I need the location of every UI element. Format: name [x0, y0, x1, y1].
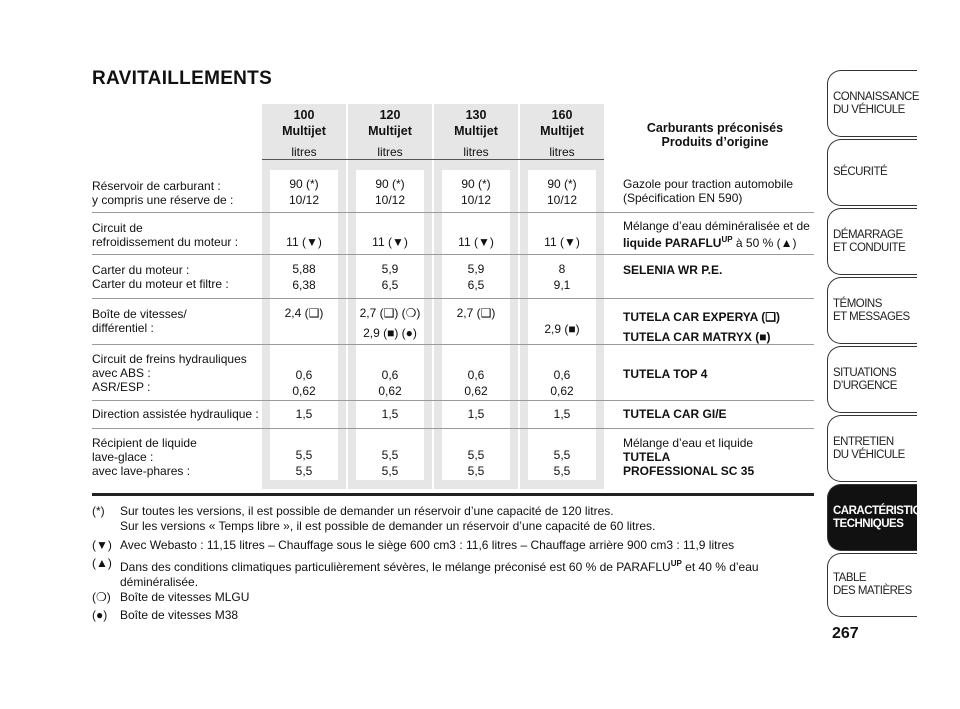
fuel-cooling: Mélange d’eau déminéralisée et de liquide $PARAFLU^{UP}$ à 50 % (▲)	[623, 219, 810, 250]
page-title: RAVITAILLEMENTS	[92, 68, 273, 89]
cell-brakes-120: 0,6 0,62	[378, 368, 402, 398]
row-label-fuel-tank: Réservoir de carburant : y compris une réserve de :	[92, 179, 234, 207]
row-divider	[92, 254, 814, 255]
column-unit-120: litres	[377, 145, 403, 159]
row-divider	[92, 400, 814, 401]
nav-tab-situations[interactable]: SITUATIONS D’URGENCE	[827, 346, 917, 413]
nav-tab-connaissance[interactable]: CONNAISSANCE DU VÉHICULE	[827, 70, 917, 137]
nav-tab-temoins[interactable]: TÉMOINS ET MESSAGES	[827, 277, 917, 344]
note-filled-circle: Boîte de vitesses M38	[120, 608, 239, 622]
cell-brakes-160: 0,6 0,62	[550, 368, 574, 398]
row-label-engine-oil: Carter du moteur : Carter du moteur et filtre :	[92, 263, 229, 291]
cell-engine-oil-120: 5,9 6,5	[381, 262, 399, 292]
cells-panel-100	[270, 170, 338, 480]
cell-washer-100: 5,5 5,5	[295, 448, 313, 478]
column-unit-130: litres	[463, 145, 489, 159]
cell-washer-120: 5,5 5,5	[381, 448, 399, 478]
note-mark-star: (*)	[92, 504, 105, 518]
cell-steering-160: 1,5	[553, 407, 571, 421]
nav-tab-caracteristiques[interactable]: CARACTÉRISTIQUES TECHNIQUES	[827, 484, 917, 551]
cell-cooling-100: 11 (▼)	[286, 235, 322, 249]
cell-gearbox-160: 2,9 (■)	[544, 322, 580, 336]
row-label-washer: Récipient de liquide lave-glace : avec lave-phares :	[92, 436, 197, 478]
cell-fuel-tank-100: 90 (*) 10/12	[288, 177, 320, 207]
row-label-brakes: Circuit de freins hydrauliques avec ABS : ASR/ESP :	[92, 352, 247, 394]
column-header-120: 120 Multijet	[368, 108, 412, 138]
column-header-160: 160 Multijet	[540, 108, 584, 138]
note-up-triangle: Dans des conditions climatiques particulièrement sévères, le mélange préconisé est 60 % de $PARAFLU^{UP}$ et 40 % d’eau déminéralisée.	[120, 559, 759, 589]
nav-tab-securite[interactable]: SÉCURITÉ	[827, 139, 917, 206]
row-divider	[92, 212, 814, 213]
cell-washer-130: 5,5 5,5	[467, 448, 485, 478]
cell-steering-130: 1,5	[467, 407, 485, 421]
nav-tab-entretien[interactable]: ENTRETIEN DU VÉHICULE	[827, 415, 917, 482]
cell-cooling-130: 11 (▼)	[458, 235, 494, 249]
fuel-engine-oil: SELENIA WR P.E.	[623, 263, 723, 277]
row-label-cooling: Circuit de refroidissement du moteur :	[92, 221, 239, 249]
row-divider	[92, 298, 814, 299]
note-mark-down-triangle: (▼)	[92, 538, 112, 552]
cell-fuel-tank-130: 90 (*) 10/12	[460, 177, 492, 207]
fuel-header: Carburants préconisés Produits d’origine	[646, 121, 784, 149]
fuel-brakes: TUTELA TOP 4	[623, 367, 708, 381]
cell-gearbox-120: 2,7 (❑) (❍) 2,9 (■) (●)	[359, 306, 421, 340]
nav-tab-demarrage[interactable]: DÉMARRAGE ET CONDUITE	[827, 208, 917, 275]
note-mark-open-circle: (❍)	[92, 590, 111, 604]
cell-engine-oil-160: 8 9,1	[553, 262, 571, 292]
note-mark-up-triangle: (▲)	[92, 556, 112, 570]
page-number: 267	[832, 625, 859, 642]
table-bottom-rule	[92, 493, 814, 496]
cell-cooling-120: 11 (▼)	[372, 235, 408, 249]
column-header-100: 100 Multijet	[282, 108, 326, 138]
column-unit-160: litres	[549, 145, 575, 159]
cell-gearbox-100: 2,4 (❑)	[284, 306, 324, 320]
column-unit-100: litres	[291, 145, 317, 159]
cell-brakes-130: 0,6 0,62	[464, 368, 488, 398]
note-star: Sur toutes les versions, il est possible de demander un réservoir d’une capacité de 120 litres. Sur les versions « Temps libre », il est possible de demander un réservoir d’une capacité de 60 litres.	[120, 504, 656, 533]
cell-gearbox-130: 2,7 (❑)	[456, 306, 496, 320]
note-open-circle: Boîte de vitesses MLGU	[120, 590, 250, 604]
row-label-steering: Direction assistée hydraulique :	[92, 407, 259, 421]
note-down-triangle: Avec Webasto : 11,15 litres – Chauffage sous le siège 600 cm3 : 11,6 litres – Chauffage arrière 900 cm3 : 11,9 litres	[120, 538, 735, 552]
nav-tab-table[interactable]: TABLE DES MATIÈRES	[827, 553, 917, 617]
cell-fuel-tank-160: 90 (*) 10/12	[546, 177, 578, 207]
note-mark-filled-circle: (●)	[92, 608, 108, 622]
fuel-fuel-tank: Gazole pour traction automobile (Spécification EN 590)	[623, 177, 794, 205]
cell-steering-100: 1,5	[295, 407, 313, 421]
row-label-gearbox: Boîte de vitesses/ différentiel :	[92, 307, 187, 335]
cell-fuel-tank-120: 90 (*) 10/12	[374, 177, 406, 207]
fuel-steering: TUTELA CAR GI/E	[623, 407, 727, 421]
fuel-gearbox: TUTELA CAR EXPERYA (❑) TUTELA CAR MATRYX (■)	[623, 310, 780, 344]
header-divider	[262, 159, 604, 160]
cell-brakes-100: 0,6 0,62	[292, 368, 316, 398]
cell-engine-oil-130: 5,9 6,5	[467, 262, 485, 292]
cell-cooling-160: 11 (▼)	[544, 235, 580, 249]
cells-panel-130	[442, 170, 510, 480]
column-header-130: 130 Multijet	[454, 108, 498, 138]
row-divider	[92, 428, 814, 429]
fuel-washer: Mélange d’eau et liquide TUTELA PROFESSIONAL SC 35	[623, 436, 755, 478]
cell-steering-120: 1,5	[381, 407, 399, 421]
cell-engine-oil-100: 5,88 6,38	[292, 262, 316, 292]
cell-washer-160: 5,5 5,5	[553, 448, 571, 478]
